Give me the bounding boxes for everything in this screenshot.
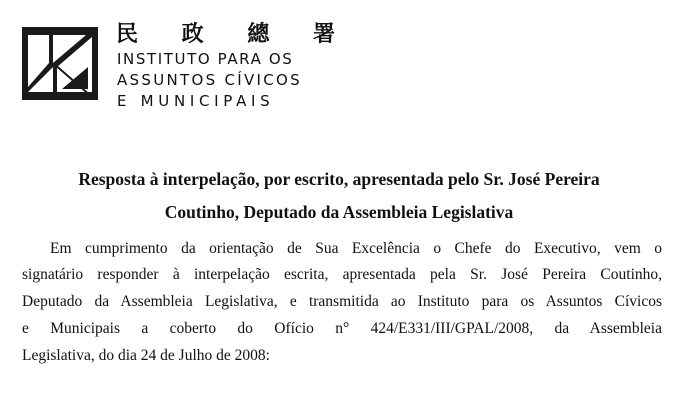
org-name-line-2: ASSUNTOS CÍVICOS — [117, 71, 302, 89]
document-title-line-1: Resposta à interpelação, por escrito, apresentada pelo Sr. José Pereira — [78, 169, 600, 189]
document-title-line-2: Coutinho, Deputado da Assembleia Legislativa — [164, 202, 514, 222]
org-name-line-3: E MUNICIPAIS — [117, 92, 275, 110]
org-name-line-1: INSTITUTO PARA OS — [117, 50, 294, 68]
iacm-logo-icon — [22, 27, 98, 100]
body-line-4: e Municipais a coberto do Ofício n° 424/E331/III/GPAL/2008, da Assembleia — [22, 320, 662, 337]
letterhead — [18, 22, 353, 110]
body-line-3: Deputado da Assembleia Legislativa, e transmitida ao Instituto para os Assuntos Cívicos — [22, 293, 662, 310]
body-line-2: signatário responder à interpelação escrita, apresentada pela Sr. José Pereira Coutinho, — [22, 266, 662, 283]
body-line-1: Em cumprimento da orientação de Sua Excelência o Chefe do Executivo, vem o — [50, 240, 662, 257]
body-line-5: Legislativa, do dia 24 de Julho de 2008: — [22, 347, 270, 364]
org-chinese-name: 民 政 總 署 — [116, 22, 353, 47]
